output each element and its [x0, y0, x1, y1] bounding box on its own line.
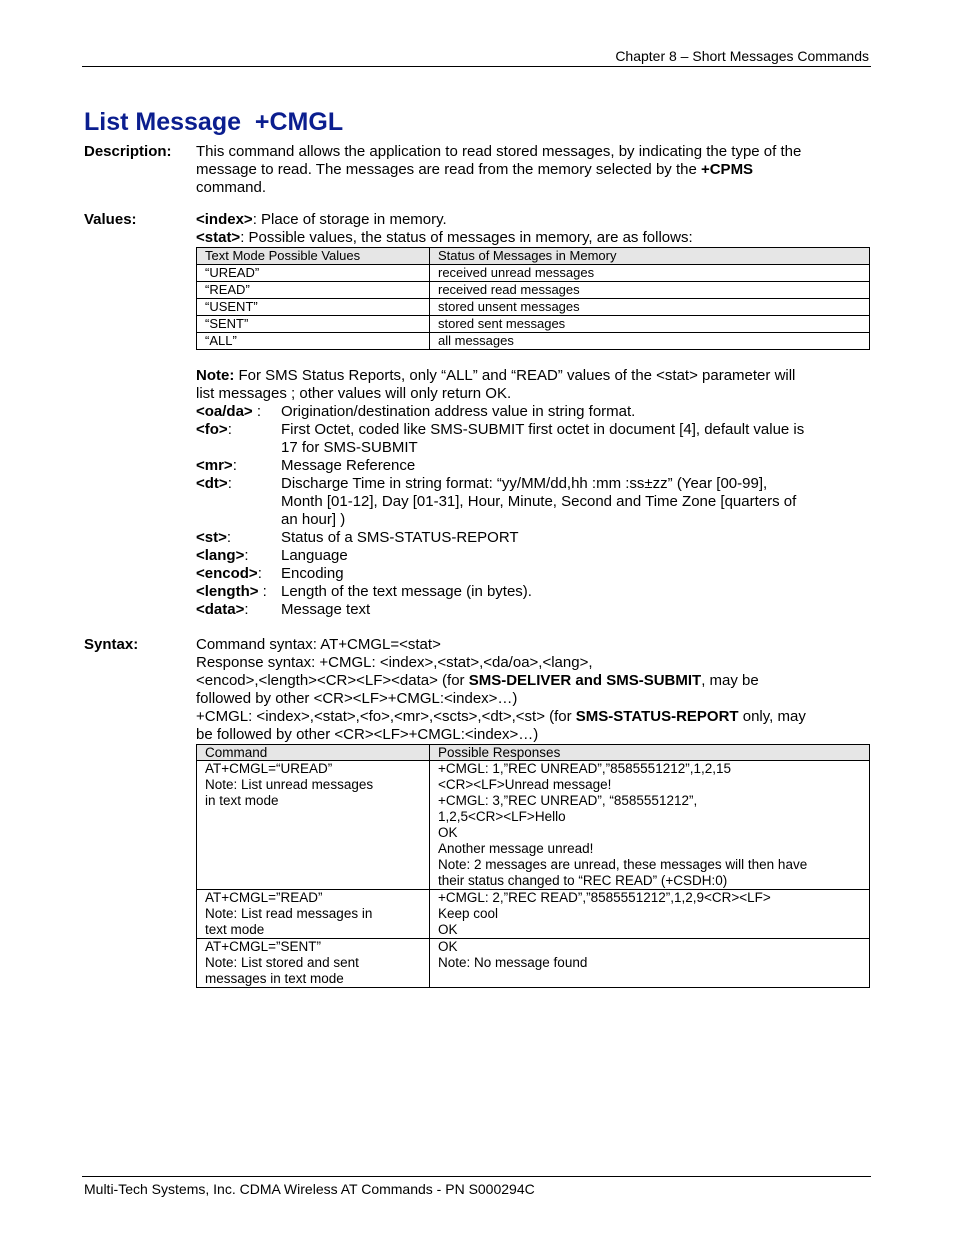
description-line: message to read. The messages are read from the memory selected by the +CPMS	[196, 161, 754, 178]
table-row	[197, 890, 870, 939]
values-intro: <index>: Place of storage in memory. <stat>: Possible values, the status of messages in memory, are as follows:	[196, 211, 693, 246]
column-header: Possible Responses	[430, 745, 870, 761]
page-header	[82, 48, 871, 67]
values-note: Note: For SMS Status Reports, only “ALL” and “READ” values of the <stat> parameter will list messages ; other values will only return OK. <oa/da> : Origination/destination address value in string format. <fo>: First Octet, coded like SMS-SUBMIT first octet in document [4], default value is 17 for SMS-SUBMIT <mr>: Message Reference <dt>: Discharge Time in string format: “yy/MM/dd,hh :mm :ss±zz” (Year [00-99], Month [01-12], Day [01-31], Hour, Minute, Second and Time Zone [quarters of an hour] ) <st>: Status of a SMS-STATUS-REPORT <lang>: Language <encod>: Encoding <length> : Length of the text message (in bytes). <data>: Message text	[196, 367, 836, 619]
footer-text: Multi-Tech Systems, Inc. CDMA Wireless AT Commands - PN S000294C	[84, 1181, 535, 1197]
cpms-ref: +CPMS	[700, 161, 754, 178]
table-row	[197, 761, 870, 890]
response-cell: +CMGL: 2,”REC READ”,”8585551212”,1,2,9<CR><LF> Keep cool OK	[430, 890, 870, 939]
param-key: <stat>	[196, 229, 241, 246]
command-cell: AT+CMGL=”SENT” Note: List stored and sent messages in text mode	[197, 939, 430, 988]
response-cell: +CMGL: 1,”REC UNREAD”,”8585551212”,1,2,15 <CR><LF>Unread message! +CMGL: 3,”REC UNREAD”, “8585551212”, 1,2,5<CR><LF>Hello OK Another message unread! Note: 2 messages are unread, these messages will then have their status changed to “REC READ” (+CSDH:0)	[430, 761, 870, 890]
column-header: Text Mode Possible Values	[197, 248, 430, 265]
param-item: <st>: Status of a SMS-STATUS-REPORT	[196, 529, 519, 546]
param-item: <encod>: Encoding	[196, 565, 344, 582]
description-line: command.	[196, 179, 267, 196]
column-header: Command	[197, 745, 430, 761]
values-label: Values:	[84, 211, 137, 228]
param-item: <length> : Length of the text message (in bytes).	[196, 583, 532, 600]
syntax-text: Command syntax: AT+CMGL=<stat> Response syntax: +CMGL: <index>,<stat>,<da/oa>,<lang>, <encod>,<length><CR><LF><data> (for SMS-DELIVER and SMS-SUBMIT, may be followed by other <CR><LF>+CMGL:<index>…) +CMGL: <index>,<stat>,<fo>,<mr>,<scts>,<dt>,<st> (for SMS-STATUS-REPORT only, may be followed by other <CR><LF>+CMGL:<index>…)	[196, 636, 836, 744]
command-syntax: Command syntax: AT+CMGL=<stat>	[196, 636, 441, 653]
table-row: “UREAD” received unread messages	[197, 265, 870, 282]
command-cell: AT+CMGL=”READ” Note: List read messages in text mode	[197, 890, 430, 939]
response-syntax: Response syntax: +CMGL: <index>,<stat>,<da/oa>,<lang>,	[196, 654, 593, 671]
parameter-list	[196, 403, 836, 619]
description-text	[196, 143, 836, 197]
table-row	[197, 939, 870, 988]
description-label: Description:	[84, 143, 172, 160]
page-footer	[82, 1176, 871, 1197]
param-item: <mr>: Message Reference	[196, 457, 416, 474]
param-item: <data>: Message text	[196, 601, 371, 618]
section-title: List Message +CMGL	[84, 108, 344, 136]
command-cell: AT+CMGL=“UREAD” Note: List unread messages in text mode	[197, 761, 430, 890]
param-item: <dt>: Discharge Time in string format: “yy/MM/dd,hh :mm :ss±zz” (Year [00-99], Month [01-12], Day [01-31], Hour, Minute, Second and Time Zone [quarters of an hour] )	[196, 475, 797, 528]
param-item: <fo>: First Octet, coded like SMS-SUBMIT first octet in document [4], default value is 17 for SMS-SUBMIT	[196, 421, 805, 456]
table-row: “SENT” stored sent messages	[197, 316, 870, 333]
description-line: This command allows the application to read stored messages, by indicating the type of the	[196, 143, 802, 160]
table-row: “READ” received read messages	[197, 282, 870, 299]
syntax-label: Syntax:	[84, 636, 139, 653]
note-label: Note:	[196, 367, 235, 384]
param-item: <lang>: Language	[196, 547, 348, 564]
command-response-table	[196, 744, 870, 988]
param-key: <index>	[196, 211, 253, 228]
table-header-row	[197, 745, 870, 761]
stat-values-table	[196, 247, 870, 350]
chapter-title: Chapter 8 – Short Messages Commands	[615, 48, 869, 64]
table-row: “ALL” all messages	[197, 333, 870, 350]
response-cell: OK Note: No message found	[430, 939, 870, 988]
table-header-row	[197, 248, 870, 265]
table-row: “USENT” stored unsent messages	[197, 299, 870, 316]
param-item: <oa/da> : Origination/destination address value in string format.	[196, 403, 636, 420]
column-header: Status of Messages in Memory	[430, 248, 870, 265]
